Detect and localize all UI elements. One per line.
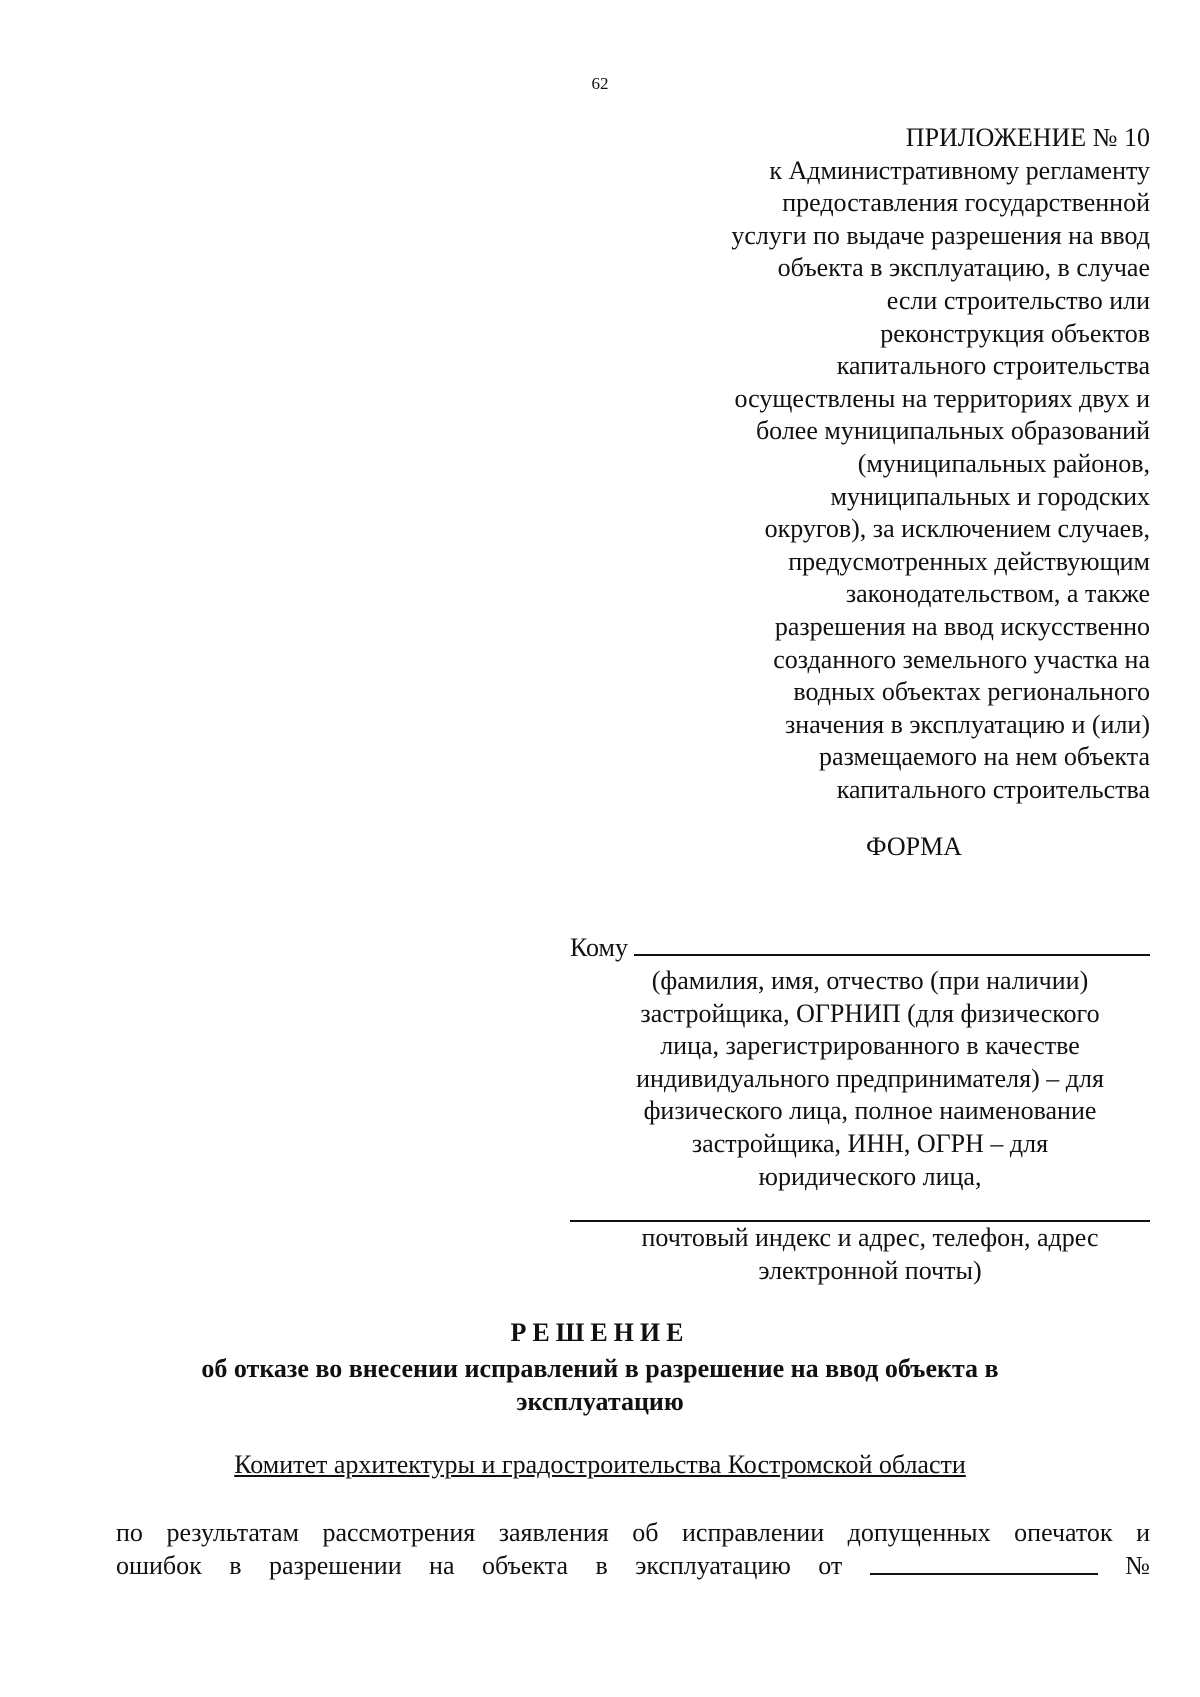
- recipient-row: [570, 928, 1150, 963]
- body-word: объекта: [481, 1551, 569, 1580]
- address-hint: [590, 1222, 1150, 1287]
- address-hint-line: электронной почты): [758, 1255, 982, 1285]
- form-label: ФОРМА: [866, 832, 962, 861]
- body-word: в: [229, 1551, 242, 1580]
- body-word: исправлении: [682, 1518, 825, 1547]
- decision-subtitle: [150, 1352, 1050, 1418]
- appendix-line: размещаемого на нем объекта: [819, 742, 1150, 772]
- body-word: об: [632, 1518, 659, 1547]
- recipient-label: Кому: [570, 933, 629, 962]
- appendix-line: водных объектах регионального: [793, 677, 1150, 707]
- recipient-hint-line: физического лица, полное наименование: [643, 1096, 1097, 1126]
- appendix-line: предоставления государственной: [782, 188, 1150, 218]
- body-word: и: [1136, 1518, 1150, 1547]
- recipient-hint-line: (фамилия, имя, отчество (при наличии): [651, 966, 1089, 995]
- authority-name: Комитет архитектуры и градостроительства Костромской области: [234, 1450, 966, 1479]
- appendix-line: более муниципальных образований: [755, 416, 1150, 446]
- appendix-line: если строительство или: [886, 285, 1150, 315]
- page-number: 62: [591, 74, 609, 93]
- body-word: допущенных: [847, 1518, 991, 1547]
- appendix-line: значения в эксплуатацию и (или): [785, 709, 1150, 739]
- decision-subtitle-line: эксплуатацию: [516, 1387, 684, 1416]
- decision-title: РЕШЕНИЕ: [510, 1318, 690, 1347]
- body-word: на: [429, 1551, 455, 1580]
- body-line: [116, 1549, 1150, 1582]
- body-word: эксплуатацию: [635, 1551, 791, 1580]
- appendix-line: объекта в эксплуатацию, в случае: [777, 253, 1150, 283]
- number-sign: №: [1125, 1551, 1150, 1580]
- appendix-line: предусмотренных действующим: [788, 546, 1150, 576]
- appendix-line: реконструкция объектов: [880, 318, 1150, 348]
- body-word: рассмотрения: [322, 1518, 476, 1547]
- appendix-line: (муниципальных районов,: [857, 448, 1150, 478]
- appendix-line: разрешения на ввод искусственно: [774, 611, 1150, 641]
- address-hint-line: почтовый индекс и адрес, телефон, адрес: [641, 1223, 1099, 1252]
- appendix-line: капитального строительства: [836, 351, 1150, 381]
- date-field[interactable]: [870, 1549, 1098, 1575]
- appendix-line: муниципальных и городских: [830, 481, 1150, 511]
- appendix-line: округов), за исключением случаев,: [764, 514, 1150, 544]
- body-word: в: [595, 1551, 608, 1580]
- body-word: от: [818, 1551, 843, 1580]
- appendix-line: созданного земельного участка на: [773, 644, 1150, 674]
- body-word: по: [116, 1518, 143, 1547]
- recipient-field[interactable]: [634, 928, 1150, 956]
- body-line: [116, 1516, 1150, 1549]
- recipient-block: [570, 928, 1150, 1193]
- body-paragraph: [116, 1516, 1150, 1582]
- appendix-line: к Административному регламенту: [769, 155, 1150, 185]
- recipient-hint-line: индивидуального предпринимателя) – для: [636, 1063, 1104, 1093]
- body-word: ошибок: [116, 1551, 202, 1580]
- appendix-line: услуги по выдаче разрешения на ввод: [731, 220, 1150, 250]
- appendix-line: капитального строительства: [836, 774, 1150, 804]
- appendix-line: законодательством, а также: [845, 579, 1150, 609]
- recipient-hint-line: лица, зарегистрированного в качестве: [660, 1031, 1080, 1061]
- appendix-header: [590, 122, 1150, 806]
- recipient-hint: [570, 965, 1150, 1193]
- body-word: опечаток: [1014, 1518, 1113, 1547]
- body-word: разрешении: [268, 1551, 402, 1580]
- decision-subtitle-line: об отказе во внесении исправлений в разрешение на ввод объекта в: [201, 1354, 999, 1383]
- body-word: результатам: [166, 1518, 299, 1547]
- appendix-heading: ПРИЛОЖЕНИЕ № 10: [905, 123, 1150, 152]
- recipient-hint-line: юридического лица,: [758, 1161, 982, 1191]
- recipient-hint-line: застройщика, ОГРНИП (для физического: [640, 998, 1100, 1028]
- appendix-line: осуществлены на территориях двух и: [734, 383, 1150, 413]
- recipient-hint-line: застройщика, ИНН, ОГРН – для: [691, 1128, 1049, 1158]
- body-word: заявления: [498, 1518, 609, 1547]
